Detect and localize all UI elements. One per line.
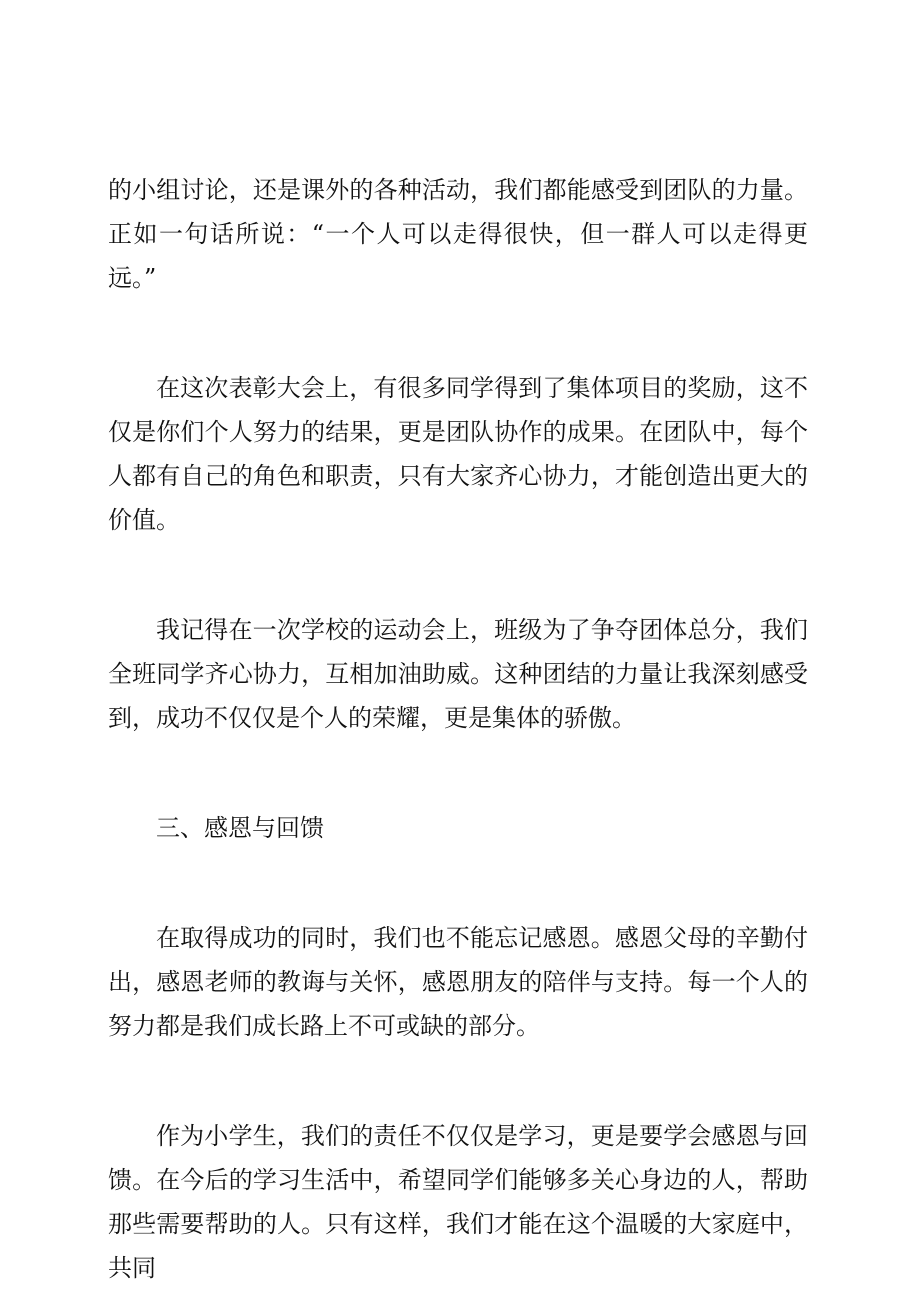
paragraph-continuation: 的小组讨论，还是课外的各种活动，我们都能感受到团队的力量。正如一句话所说：“一个人可以走得很快，但一群人可以走得更远。” [108,176,808,292]
paragraph-gap [108,1048,808,1114]
paragraph-gap [108,850,808,916]
paragraph-responsibility: 作为小学生，我们的责任不仅仅是学习，更是要学会感恩与回馈。在今后的学习生活中，希望同学们能够多关心身边的人，帮助那些需要帮助的人。只有这样，我们才能在这个温暖的大家庭中，共同 [108,1122,808,1282]
section-heading: 三、感恩与回馈 [156,814,324,842]
paragraph-gratitude: 在取得成功的同时，我们也不能忘记感恩。感恩父母的辛勤付出，感恩老师的教诲与关怀，感恩朋友的陪伴与支持。每一个人的努力都是我们成长路上不可或缺的部分。 [108,924,808,1040]
document-body [108,168,808,1290]
paragraph-gap [108,740,808,806]
paragraph-gap [108,300,808,366]
paragraph-award-meeting: 在这次表彰大会上，有很多同学得到了集体项目的奖励，这不仅是你们个人努力的结果，更是团队协作的成果。在团队中，每个人都有自己的角色和职责，只有大家齐心协力，才能创造出更大的价值。 [108,374,808,534]
paragraph-gap [108,542,808,608]
paragraph-sports-meet: 我记得在一次学校的运动会上，班级为了争夺团体总分，我们全班同学齐心协力，互相加油助威。这种团结的力量让我深刻感受到，成功不仅仅是个人的荣耀，更是集体的骄傲。 [108,616,808,732]
